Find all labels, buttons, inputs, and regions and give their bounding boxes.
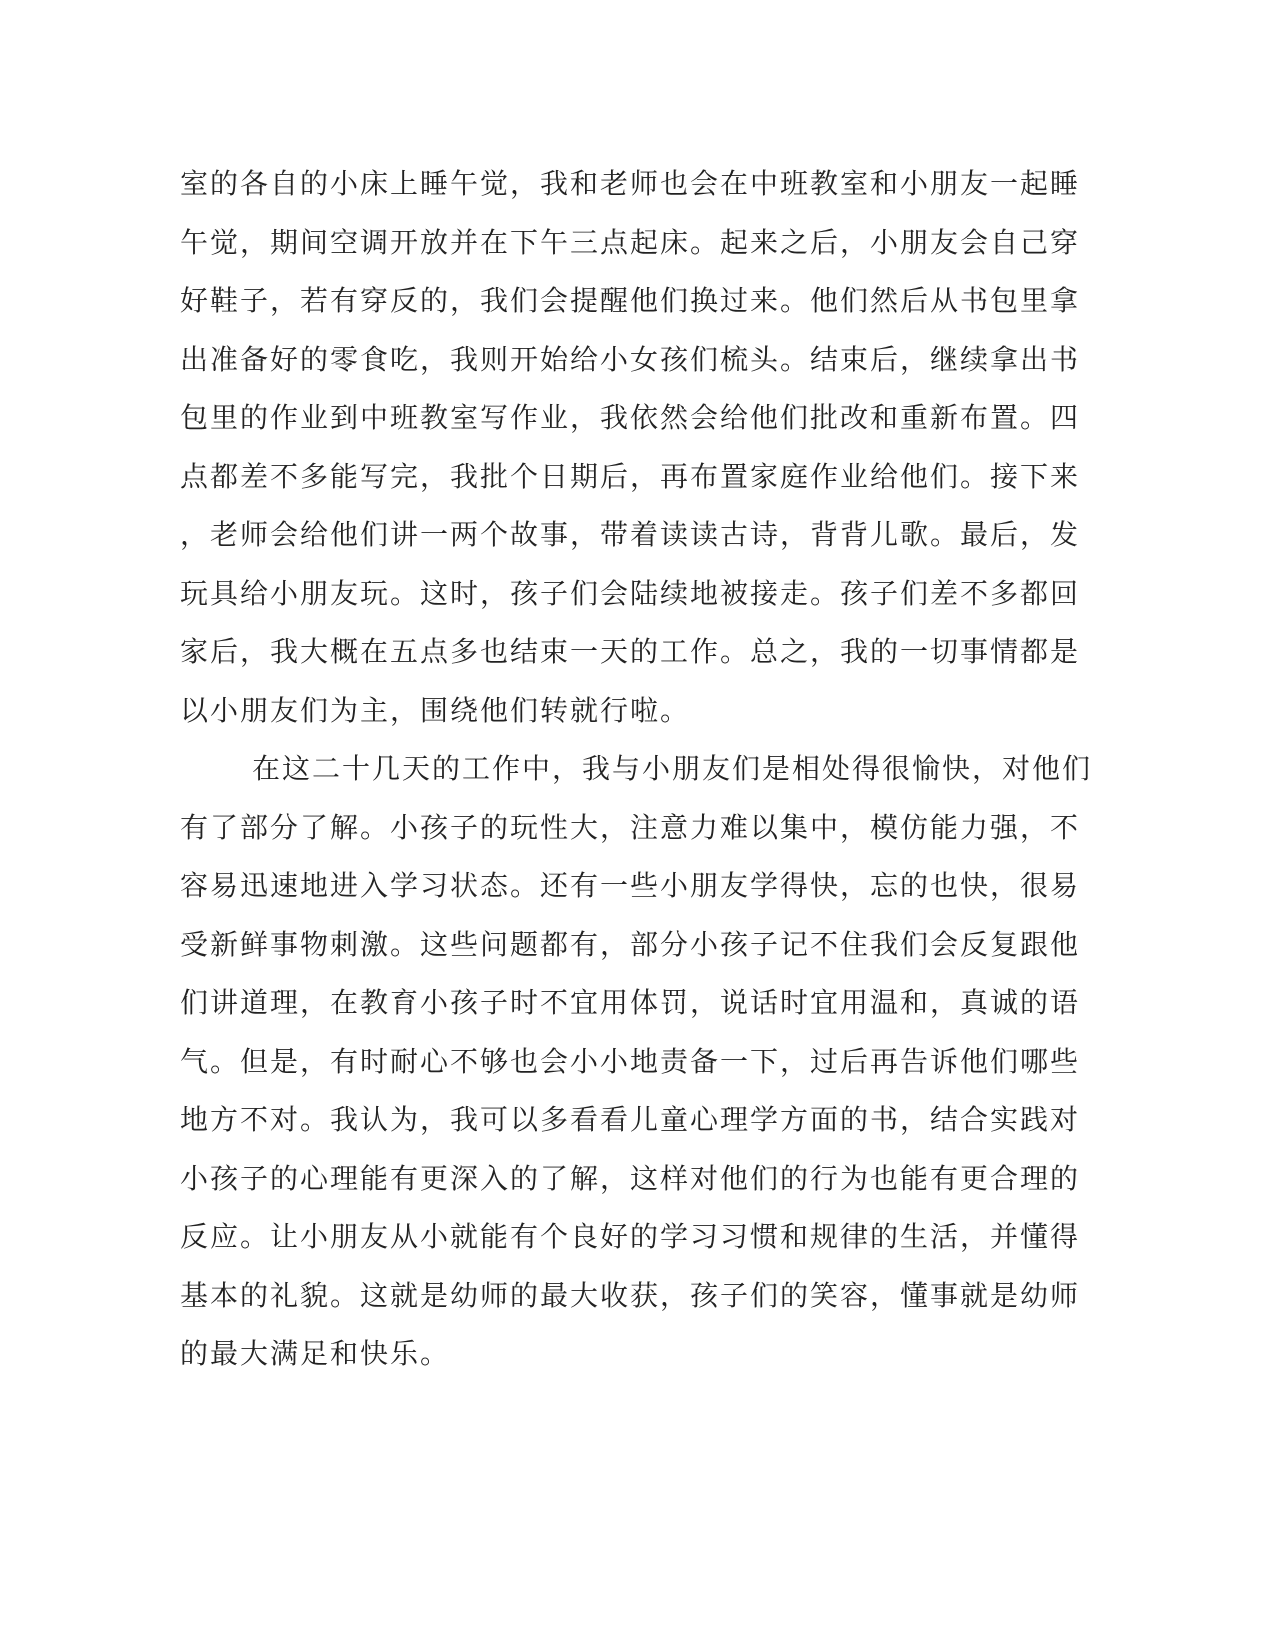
text-line: 有了部分了解。小孩子的玩性大，注意力难以集中，模仿能力强，不 [180,810,1081,844]
paragraph-1 [180,155,1081,740]
text-line: 地方不对。我认为，我可以多看看儿童心理学方面的书，结合实践对 [180,1103,1081,1136]
text-line: 家后，我大概在五点多也结束一天的工作。总之，我的一切事情都是 [180,635,1081,668]
body-text [180,155,1093,1384]
text-line: 出准备好的零食吃，我则开始给小女孩们梳头。结束后，继续拿出书 [180,342,1081,376]
text-line: 反应。让小朋友从小就能有个良好的学习习惯和规律的生活，并懂得 [180,1220,1081,1253]
text-line: 气。但是，有时耐心不够也会小小地责备一下，过后再告诉他们哪些 [180,1044,1081,1078]
text-line: 们讲道理，在教育小孩子时不宜用体罚，说话时宜用温和，真诚的语 [180,986,1081,1019]
paragraph-2 [180,740,1093,1384]
text-line: ，老师会给他们讲一两个故事，带着读读古诗，背背儿歌。最后，发 [180,518,1081,551]
text-line: 容易迅速地进入学习状态。还有一些小朋友学得快，忘的也快，很易 [180,869,1081,902]
text-line: 受新鲜事物刺激。这些问题都有，部分小孩子记不住我们会反复跟他 [180,927,1081,961]
text-line: 包里的作业到中班教室写作业，我依然会给他们批改和重新布置。四 [180,401,1081,434]
text-line: 小孩子的心理能有更深入的了解，这样对他们的行为也能有更合理的 [180,1161,1081,1195]
text-line: 的最大满足和快乐。 [180,1337,451,1370]
text-line: 点都差不多能写完，我批个日期后，再布置家庭作业给他们。接下来 [180,459,1081,493]
text-line: 基本的礼貌。这就是幼师的最大收获，孩子们的笑容，懂事就是幼师 [180,1278,1081,1312]
text-line: 玩具给小朋友玩。这时，孩子们会陆续地被接走。孩子们差不多都回 [180,576,1081,610]
text-line-indented: 在这二十几天的工作中，我与小朋友们是相处得很愉快，对他们 [252,752,1093,785]
text-line: 午觉，期间空调开放并在下午三点起床。起来之后，小朋友会自己穿 [180,225,1081,259]
text-line: 室的各自的小床上睡午觉，我和老师也会在中班教室和小朋友一起睡 [180,167,1081,200]
text-line: 以小朋友们为主，围绕他们转就行啦。 [180,693,691,727]
text-line: 好鞋子，若有穿反的，我们会提醒他们换过来。他们然后从书包里拿 [180,284,1081,317]
